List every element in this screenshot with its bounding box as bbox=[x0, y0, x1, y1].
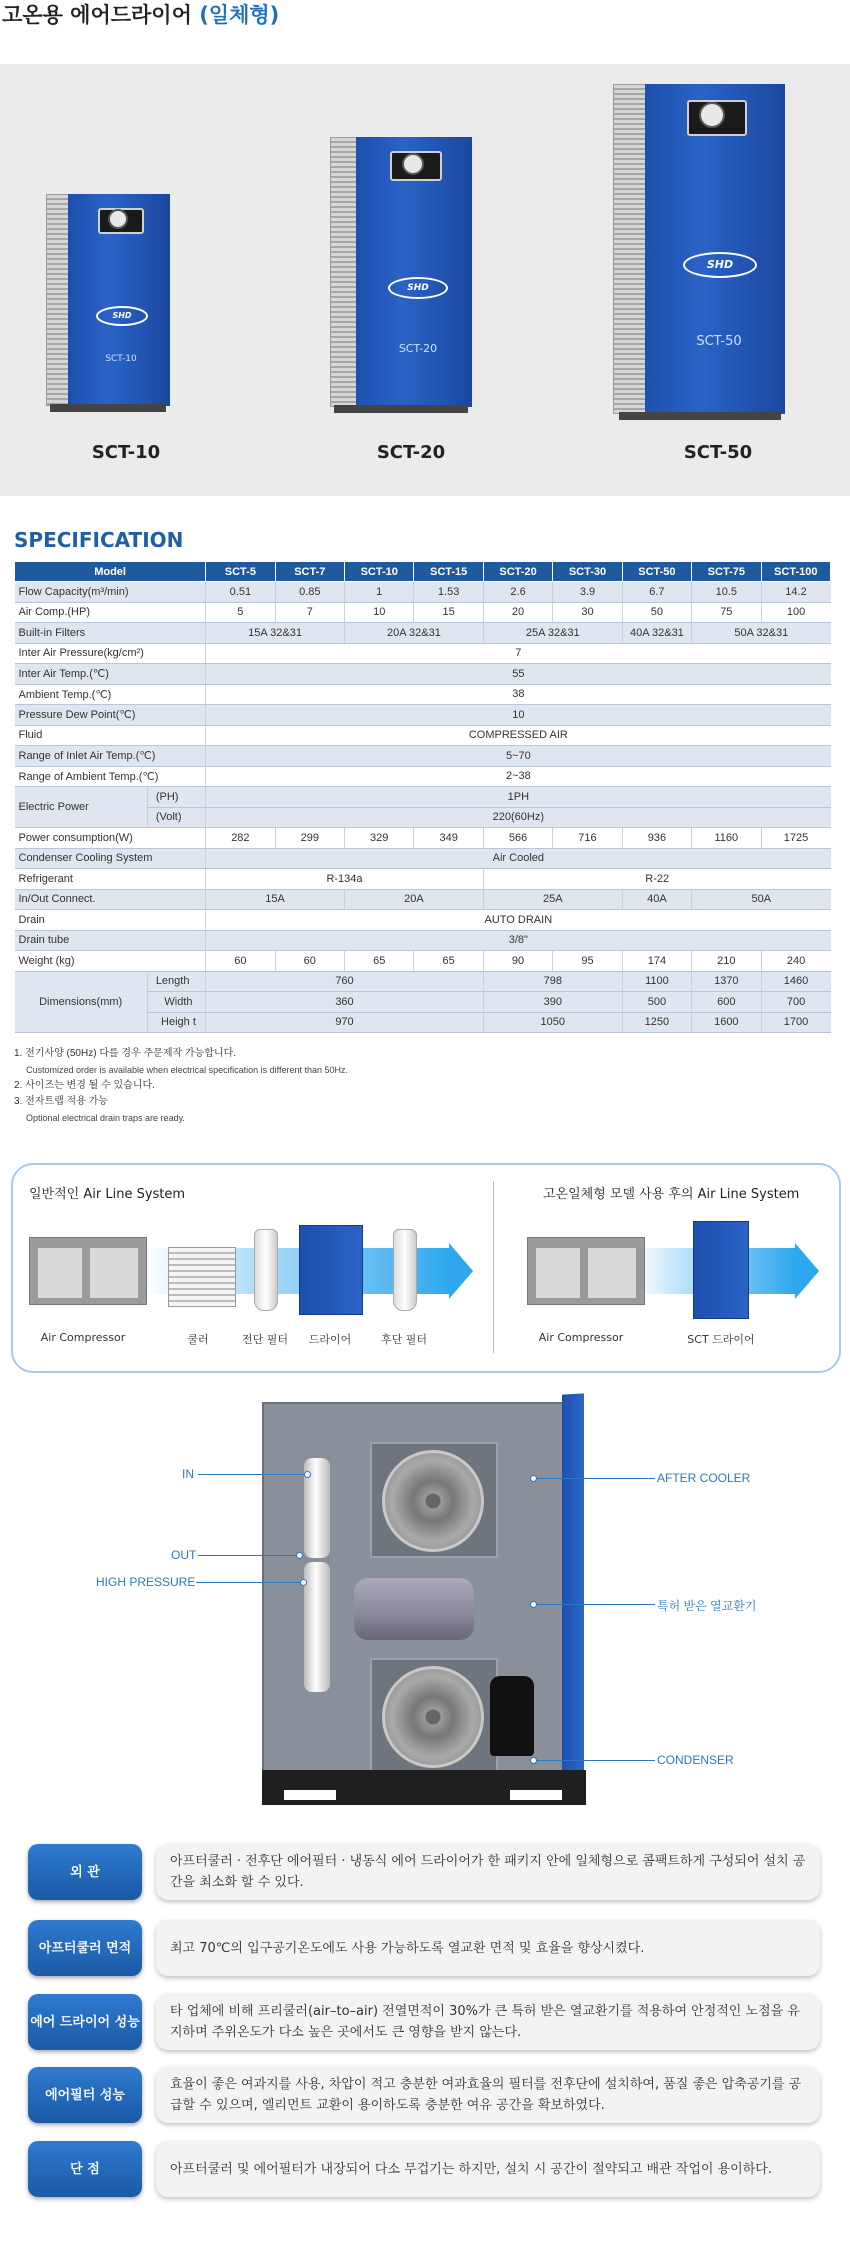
fan-icon bbox=[382, 1450, 484, 1552]
cell: 760 bbox=[206, 971, 484, 992]
cell: 349 bbox=[414, 828, 483, 849]
feature-description: 아프터쿨러 · 전후단 에어필터 · 냉동식 에어 드라이어가 한 패키지 안에 일체형으로 콤팩트하게 구성되어 설치 공간을 최소화 할 수 있다. bbox=[156, 1844, 820, 1900]
cell: 10.5 bbox=[692, 582, 761, 603]
cell: 174 bbox=[622, 951, 691, 972]
model-plate: SCT-50 bbox=[696, 334, 742, 349]
row-label: Drain bbox=[15, 910, 206, 931]
cell: 798 bbox=[483, 971, 622, 992]
page-title bbox=[0, 0, 279, 40]
note-en: Optional electrical drain traps are ready. bbox=[26, 1113, 185, 1123]
cell: 5 bbox=[206, 602, 275, 623]
cell: 25A 32&31 bbox=[483, 623, 622, 644]
feature-description: 효율이 좋은 여과지를 사용, 차압이 적고 충분한 여과효율의 필터를 전후단에 설치하여, 품질 좋은 압축공기를 공급할 수 있으며, 엘리먼트 교환이 용이하도록 충분한 여유 공간을 확보하였다. bbox=[156, 2067, 820, 2123]
cell: 10 bbox=[345, 602, 414, 623]
cell: 240 bbox=[761, 951, 830, 972]
feature-description: 타 업체에 비해 프리쿨러(air–to–air) 전열면적이 30%가 큰 특허 받은 열교환기를 적용하여 안정적인 노점을 유지하며 주위온도가 다소 높은 곳에서도 큰 영향을 받지 않는다. bbox=[156, 1994, 820, 2050]
brand-logo: SHD bbox=[388, 277, 448, 299]
table-row bbox=[15, 910, 831, 931]
cell: 1.53 bbox=[414, 582, 483, 603]
cell: 360 bbox=[206, 992, 484, 1013]
cell: 14.2 bbox=[761, 582, 830, 603]
header-cell: SCT-50 bbox=[622, 562, 691, 582]
row-label: Dimensions(mm) bbox=[15, 971, 148, 1033]
cell: 220(60Hz) bbox=[206, 807, 831, 828]
cell: 1160 bbox=[692, 828, 761, 849]
cell: 1100 bbox=[622, 971, 691, 992]
feature-badge: 에어 드라이어 성능 bbox=[28, 1994, 142, 2050]
system-right-title: 고온일체형 모델 사용 후의 Air Line System bbox=[543, 1187, 800, 1202]
cell: 1600 bbox=[692, 1012, 761, 1033]
row-label: Ambient Temp.(℃) bbox=[15, 684, 206, 705]
cell: 50A 32&31 bbox=[692, 623, 831, 644]
product-label: SCT-20 bbox=[376, 442, 446, 463]
note: 3. 전자트랩 적용 가능 bbox=[14, 1096, 108, 1107]
cell: 20A bbox=[345, 889, 484, 910]
cell: 60 bbox=[275, 951, 344, 972]
cell: 25A bbox=[483, 889, 622, 910]
cell: 60 bbox=[206, 951, 275, 972]
cell: 1050 bbox=[483, 1012, 622, 1033]
table-row bbox=[15, 725, 831, 746]
label-air-compressor: Air Compressor bbox=[40, 1331, 126, 1344]
spec-notes bbox=[14, 1046, 348, 1126]
table-row bbox=[15, 705, 831, 726]
row-label: Drain tube bbox=[15, 930, 206, 951]
cell: 15A 32&31 bbox=[206, 623, 345, 644]
note-en: Customized order is available when electrical specification is different than 50Hz. bbox=[26, 1065, 348, 1075]
sct-dryer-icon bbox=[693, 1221, 749, 1319]
annotation-out: OUT bbox=[171, 1548, 197, 1562]
system-left-title: 일반적인 Air Line System bbox=[29, 1187, 186, 1202]
table-row bbox=[15, 869, 831, 890]
feature-badge: 아프터쿨러 면적 bbox=[28, 1920, 142, 1976]
table-row bbox=[15, 828, 831, 849]
arrow-head-icon bbox=[449, 1243, 473, 1299]
table-row bbox=[15, 848, 831, 869]
cell: 1370 bbox=[692, 971, 761, 992]
divider bbox=[493, 1181, 494, 1353]
row-label: Inter Air Temp.(℃) bbox=[15, 664, 206, 685]
cooler-icon bbox=[168, 1247, 236, 1307]
cell: 1460 bbox=[761, 971, 830, 992]
air-compressor-icon bbox=[527, 1237, 645, 1305]
cell: 2~38 bbox=[206, 766, 831, 787]
cell: 15 bbox=[414, 602, 483, 623]
table-row bbox=[15, 602, 831, 623]
cell: 3.9 bbox=[553, 582, 622, 603]
cell: 970 bbox=[206, 1012, 484, 1033]
row-label: In/Out Connect. bbox=[15, 889, 206, 910]
product-label: SCT-50 bbox=[683, 442, 753, 463]
table-row bbox=[15, 889, 831, 910]
arrow-head-icon bbox=[795, 1243, 819, 1299]
header-cell: SCT-5 bbox=[206, 562, 275, 582]
cell: 40A bbox=[622, 889, 691, 910]
header-cell: Model bbox=[15, 562, 206, 582]
header-cell: SCT-10 bbox=[345, 562, 414, 582]
table-row bbox=[15, 684, 831, 705]
air-line-system-diagram bbox=[11, 1163, 841, 1373]
row-label: Range of Inlet Air Temp.(℃) bbox=[15, 746, 206, 767]
cell: COMPRESSED AIR bbox=[206, 725, 831, 746]
product-gallery bbox=[0, 64, 850, 496]
title-accent: (일체형) bbox=[199, 3, 280, 27]
spec-title: SPECIFICATION bbox=[14, 528, 184, 552]
cell: 100 bbox=[761, 602, 830, 623]
cell: 600 bbox=[692, 992, 761, 1013]
row-sublabel: Length bbox=[147, 971, 205, 992]
model-plate: SCT-20 bbox=[398, 342, 438, 355]
cell: 1 bbox=[345, 582, 414, 603]
cell: 20A 32&31 bbox=[345, 623, 484, 644]
cell: AUTO DRAIN bbox=[206, 910, 831, 931]
label-air-compressor: Air Compressor bbox=[538, 1331, 624, 1344]
cell: 6.7 bbox=[622, 582, 691, 603]
brand-logo: SHD bbox=[683, 252, 757, 278]
cell: 936 bbox=[622, 828, 691, 849]
row-label: Condenser Cooling System bbox=[15, 848, 206, 869]
cell: 1725 bbox=[761, 828, 830, 849]
spec-table bbox=[14, 561, 831, 1033]
feature-description: 최고 70℃의 입구공기온도에도 사용 가능하도록 열교환 면적 및 효율을 향상시켰다. bbox=[156, 1920, 820, 1976]
header-cell: SCT-7 bbox=[275, 562, 344, 582]
row-label: Built-in Filters bbox=[15, 623, 206, 644]
row-label: Electric Power bbox=[15, 787, 148, 828]
cell: 500 bbox=[622, 992, 691, 1013]
cell: 329 bbox=[345, 828, 414, 849]
cell: R-134a bbox=[206, 869, 484, 890]
annotation-heat-exchanger: 특허 받은 열교환기 bbox=[657, 1599, 757, 1613]
cell: 75 bbox=[692, 602, 761, 623]
row-label: Inter Air Pressure(kg/cm²) bbox=[15, 643, 206, 664]
model-plate: SCT-10 bbox=[105, 354, 137, 364]
row-sublabel: Heigh t bbox=[147, 1012, 205, 1033]
row-label: Range of Ambient Temp.(℃) bbox=[15, 766, 206, 787]
product-label: SCT-10 bbox=[91, 442, 161, 463]
heat-exchanger-icon bbox=[354, 1578, 474, 1640]
row-sublabel: Width bbox=[147, 992, 205, 1013]
cell: 20 bbox=[483, 602, 552, 623]
row-sublabel: (PH) bbox=[147, 787, 205, 808]
cell: 282 bbox=[206, 828, 275, 849]
cell: 7 bbox=[275, 602, 344, 623]
cell: 95 bbox=[553, 951, 622, 972]
compressor-icon bbox=[490, 1676, 534, 1756]
annotation-in: IN bbox=[182, 1467, 194, 1481]
cell: 3/8" bbox=[206, 930, 831, 951]
cell: 10 bbox=[206, 705, 831, 726]
header-cell: SCT-20 bbox=[483, 562, 552, 582]
note: 1. 전기사양 (50Hz) 다를 경우 주문제작 가능합니다. bbox=[14, 1048, 237, 1059]
dryer-icon bbox=[299, 1225, 363, 1315]
spec-header-row bbox=[15, 562, 831, 582]
cell: 1250 bbox=[622, 1012, 691, 1033]
brand-logo: SHD bbox=[96, 306, 148, 326]
annotation-condenser: CONDENSER bbox=[657, 1753, 734, 1767]
cell: 0.85 bbox=[275, 582, 344, 603]
air-compressor-icon bbox=[29, 1237, 147, 1305]
cell: 65 bbox=[414, 951, 483, 972]
row-sublabel: (Volt) bbox=[147, 807, 205, 828]
table-row bbox=[15, 582, 831, 603]
cell: 15A bbox=[206, 889, 345, 910]
cell: 38 bbox=[206, 684, 831, 705]
cell: 0.51 bbox=[206, 582, 275, 603]
table-row bbox=[15, 787, 831, 808]
cell: Air Cooled bbox=[206, 848, 831, 869]
cell: 700 bbox=[761, 992, 830, 1013]
table-row bbox=[15, 766, 831, 787]
table-row bbox=[15, 643, 831, 664]
table-row bbox=[15, 930, 831, 951]
cell: R-22 bbox=[483, 869, 830, 890]
label-dryer: 드라이어 bbox=[308, 1333, 352, 1346]
feature-badge: 에어필터 성능 bbox=[28, 2067, 142, 2123]
cell: 1PH bbox=[206, 787, 831, 808]
annotation-high-pressure: HIGH PRESSURE bbox=[96, 1575, 196, 1589]
rear-filter-icon bbox=[393, 1229, 417, 1311]
product-image-sct-10 bbox=[46, 194, 170, 404]
cell: 716 bbox=[553, 828, 622, 849]
door-panel bbox=[562, 1393, 584, 1790]
cell: 2.6 bbox=[483, 582, 552, 603]
cell: 40A 32&31 bbox=[622, 623, 691, 644]
cell: 30 bbox=[553, 602, 622, 623]
cell: 55 bbox=[206, 664, 831, 685]
label-cooler: 쿨러 bbox=[187, 1333, 209, 1346]
label-rear-filter: 후단 필터 bbox=[380, 1333, 427, 1346]
cell: 1700 bbox=[761, 1012, 830, 1033]
product-image-sct-50 bbox=[613, 84, 785, 412]
cell: 50A bbox=[692, 889, 831, 910]
label-front-filter: 전단 필터 bbox=[241, 1333, 288, 1346]
cell: 390 bbox=[483, 992, 622, 1013]
cell: 566 bbox=[483, 828, 552, 849]
row-label: Fluid bbox=[15, 725, 206, 746]
row-label: Refrigerant bbox=[15, 869, 206, 890]
table-row bbox=[15, 951, 831, 972]
header-cell: SCT-30 bbox=[553, 562, 622, 582]
front-filter-icon bbox=[254, 1229, 278, 1311]
row-label: Pressure Dew Point(℃) bbox=[15, 705, 206, 726]
annotation-after-cooler: AFTER COOLER bbox=[657, 1471, 751, 1485]
header-cell: SCT-15 bbox=[414, 562, 483, 582]
header-cell: SCT-75 bbox=[692, 562, 761, 582]
row-label: Power consumption(W) bbox=[15, 828, 206, 849]
fan-icon bbox=[382, 1666, 484, 1768]
label-sct-dryer: SCT 드라이어 bbox=[687, 1333, 755, 1346]
table-row bbox=[15, 664, 831, 685]
cell: 210 bbox=[692, 951, 761, 972]
product-image-sct-20 bbox=[330, 137, 472, 405]
note: 2. 사이즈는 변경 될 수 있습니다. bbox=[14, 1080, 155, 1091]
feature-badge: 외 관 bbox=[28, 1844, 142, 1900]
row-label: Weight (kg) bbox=[15, 951, 206, 972]
title-main: 고온용 에어드라이어 bbox=[2, 3, 192, 27]
table-row bbox=[15, 971, 831, 992]
cell: 5~70 bbox=[206, 746, 831, 767]
table-row bbox=[15, 623, 831, 644]
row-label: Flow Capacity(m³/min) bbox=[15, 582, 206, 603]
cell: 65 bbox=[345, 951, 414, 972]
filter-icon bbox=[304, 1562, 330, 1692]
cell: 90 bbox=[483, 951, 552, 972]
table-row bbox=[15, 746, 831, 767]
feature-badge: 단 점 bbox=[28, 2141, 142, 2197]
feature-description: 아프터쿨러 및 에어필터가 내장되어 다소 무겁기는 하지만, 설치 시 공간이 절약되고 배관 작업이 용이하다. bbox=[156, 2141, 820, 2197]
cell: 50 bbox=[622, 602, 691, 623]
cell: 7 bbox=[206, 643, 831, 664]
header-cell: SCT-100 bbox=[761, 562, 830, 582]
cell: 299 bbox=[275, 828, 344, 849]
row-label: Air Comp.(HP) bbox=[15, 602, 206, 623]
